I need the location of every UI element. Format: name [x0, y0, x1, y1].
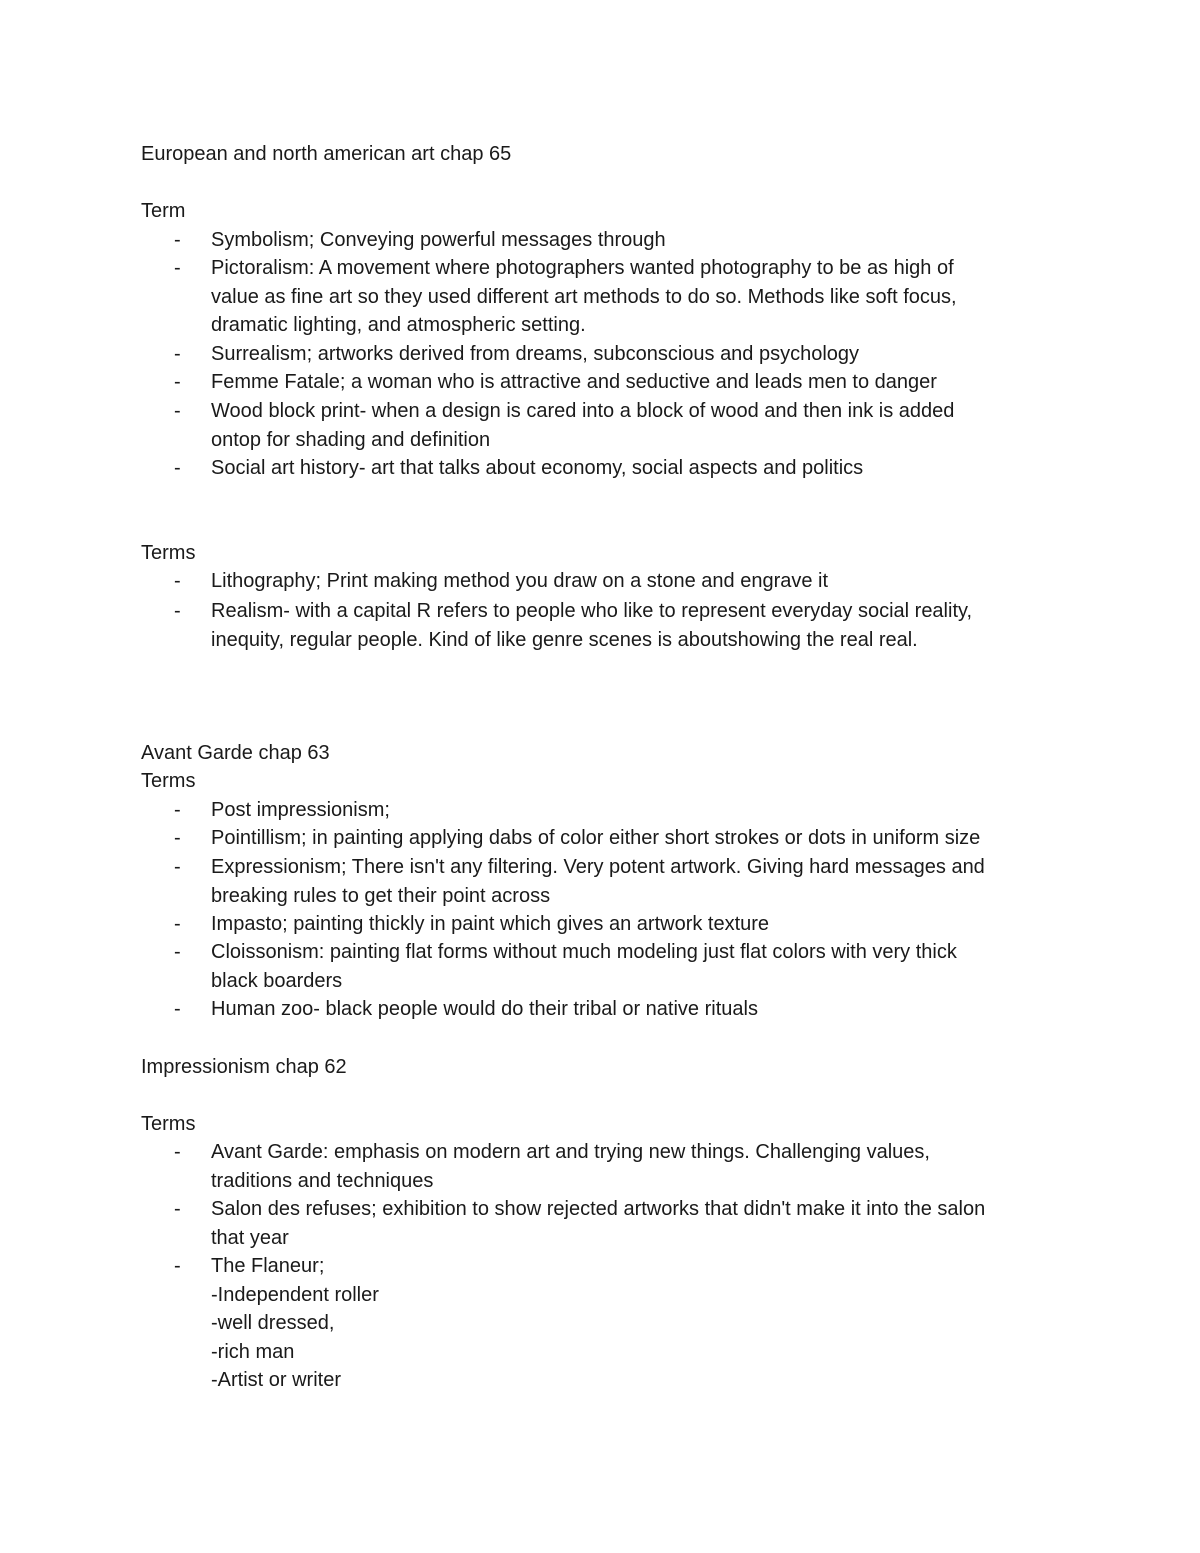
list-item-text: Impasto; painting thickly in paint which gives an artwork texture [211, 913, 770, 935]
list-item-text: Human zoo- black people would do their tribal or native rituals [211, 998, 758, 1020]
section-title-impressionism: Impressionism chap 62 [141, 1056, 347, 1078]
list-item-text: Wood block print- when a design is cared into a block of wood and then ink is added [211, 400, 955, 422]
bullet-dash: - [174, 913, 181, 935]
list-item-text: -rich man [211, 1340, 295, 1363]
list-item-text: The Flaneur; [211, 1255, 325, 1277]
bullet-dash: - [174, 1141, 181, 1163]
bullet-dash: - [174, 941, 181, 963]
section-label-terms: Terms [141, 542, 196, 564]
list-item-text: Salon des refuses; exhibition to show rejected artworks that didn't make it into the salon [211, 1198, 986, 1220]
section-title-avant-garde: Avant Garde chap 63 [141, 742, 330, 764]
list-item-text: Surrealism; artworks derived from dreams, subconscious and psychology [211, 343, 860, 365]
list-item-text: Femme Fatale; a woman who is attractive and seductive and leads men to danger [211, 371, 937, 393]
section-label-terms: Terms [141, 1113, 196, 1135]
list-item-text: Pointillism; in painting applying dabs of color either short strokes or dots in uniform size [211, 827, 981, 849]
bullet-dash: - [174, 570, 181, 592]
list-item-text: Post impressionism; [211, 799, 390, 821]
list-item-text: Pictoralism: A movement where photographers wanted photography to be as high of [211, 257, 954, 279]
bullet-dash: - [174, 257, 181, 279]
list-item-text: ontop for shading and definition [211, 428, 491, 451]
section-label-terms: Terms [141, 770, 196, 792]
bullet-dash: - [174, 1198, 181, 1220]
list-item-text: black boarders [211, 969, 343, 992]
bullet-dash: - [174, 343, 181, 365]
list-item-text: -well dressed, [211, 1312, 335, 1334]
list-item-text: Avant Garde: emphasis on modern art and trying new things. Challenging values, [211, 1141, 930, 1163]
list-item-text: value as fine art so they used different art methods to do so. Methods like soft focus, [211, 285, 957, 308]
bullet-dash: - [174, 1255, 181, 1277]
list-item-text: Social art history- art that talks about economy, social aspects and politics [211, 457, 864, 479]
section-label-term: Term [141, 200, 186, 222]
bullet-dash: - [174, 827, 181, 849]
bullet-dash: - [174, 400, 181, 422]
list-item-text: that year [211, 1226, 289, 1249]
bullet-dash: - [174, 457, 181, 479]
bullet-dash: - [174, 229, 181, 251]
bullet-dash: - [174, 371, 181, 393]
list-item-text: -Artist or writer [211, 1369, 341, 1391]
list-item-text: Cloissonism: painting flat forms without much modeling just flat colors with very thick [211, 941, 957, 963]
list-item-text: traditions and techniques [211, 1169, 434, 1192]
list-item-text: Expressionism; There isn't any filtering. Very potent artwork. Giving hard messages and [211, 856, 985, 878]
list-item-text: inequity, regular people. Kind of like genre scenes is aboutshowing the real real. [211, 628, 918, 651]
bullet-dash: - [174, 856, 181, 878]
list-item-text: Realism- with a capital R refers to people who like to represent everyday social reality, [211, 600, 973, 622]
list-item-text: Lithography; Print making method you draw on a stone and engrave it [211, 570, 829, 592]
bullet-dash: - [174, 998, 181, 1020]
list-item-text: dramatic lighting, and atmospheric setting. [211, 314, 586, 336]
list-item-text: -Independent roller [211, 1283, 379, 1306]
bullet-dash: - [174, 799, 181, 821]
list-item-text: Symbolism; Conveying powerful messages through [211, 229, 666, 251]
list-item-text: breaking rules to get their point across [211, 884, 551, 907]
bullet-dash: - [174, 600, 181, 622]
section-title-european-art: European and north american art chap 65 [141, 143, 512, 165]
